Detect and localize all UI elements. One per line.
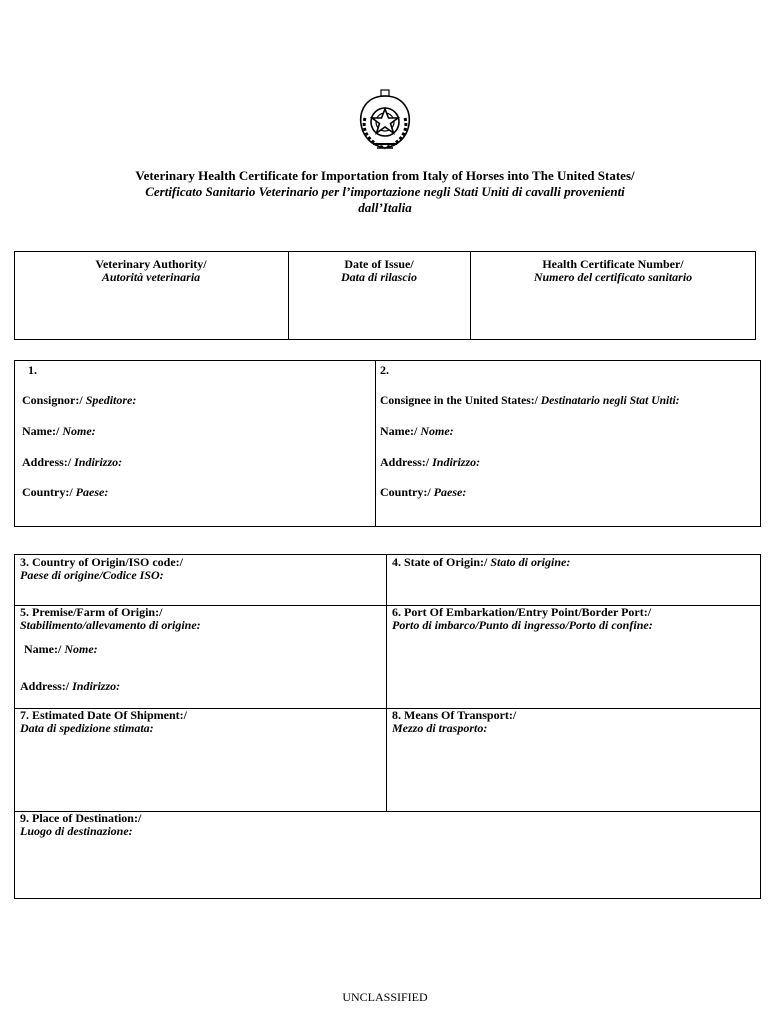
title-italian-line2: dall’Italia	[358, 200, 412, 215]
certificate-number-field[interactable]: Health Certificate Number/ Numero del certificato sanitario	[533, 257, 693, 284]
date-of-issue-field[interactable]: Date of Issue/ Data di rilascio	[340, 257, 417, 284]
parties-table	[14, 360, 761, 527]
consignor-number: 1.	[28, 363, 37, 377]
title-english: Veterinary Health Certificate for Importation from Italy of Horses into The United States/	[135, 168, 635, 183]
means-of-transport-field[interactable]: 8. Means Of Transport:/ Mezzo di trasporto:	[392, 708, 517, 735]
fields-divider-vertical	[386, 554, 387, 812]
state-of-origin-field[interactable]: 4. State of Origin:/ Stato di origine:	[392, 555, 571, 569]
title-italian-line1: Certificato Sanitario Veterinario per l’importazione negli Stati Uniti di cavalli provenienti	[145, 184, 625, 199]
consignee-label[interactable]: Consignee in the United States:/ Destinatario negli Stat Uniti:	[380, 394, 680, 407]
parties-divider	[375, 360, 376, 527]
premise-of-origin-field[interactable]: 5. Premise/Farm of Origin:/ Stabilimento/allevamento di origine:	[20, 605, 201, 632]
consignor-address-field[interactable]: Address:/ Indirizzo:	[22, 455, 123, 469]
country-of-origin-field[interactable]: 3. Country of Origin/ISO code:/ Paese di origine/Codice ISO:	[20, 555, 184, 582]
certificate-title	[40, 168, 730, 216]
consignor-name-field[interactable]: Name:/ Nome:	[22, 424, 96, 438]
italian-republic-emblem-icon	[355, 88, 415, 154]
estimated-shipment-date-field[interactable]: 7. Estimated Date Of Shipment:/ Data di spedizione stimata:	[20, 708, 187, 735]
classification-footer: UNCLASSIFIED	[342, 990, 428, 1004]
premise-name-field[interactable]: Name:/ Nome:	[24, 642, 98, 656]
port-of-embarkation-field[interactable]: 6. Port Of Embarkation/Entry Point/Border Port:/ Porto di imbarco/Punto di ingresso/Porto di confine:	[392, 605, 653, 632]
consignee-address-field[interactable]: Address:/ Indirizzo:	[380, 455, 481, 469]
consignee-number: 2.	[380, 363, 389, 377]
consignee-country-field[interactable]: Country:/ Paese:	[380, 485, 467, 499]
place-of-destination-field[interactable]: 9. Place of Destination:/ Luogo di destinazione:	[20, 811, 142, 838]
veterinary-authority-field[interactable]: Veterinary Authority/ Autorità veterinaria	[95, 257, 207, 284]
premise-address-field[interactable]: Address:/ Indirizzo:	[20, 679, 121, 693]
consignor-label[interactable]: Consignor:/ Speditore:	[22, 393, 137, 407]
consignee-name-field[interactable]: Name:/ Nome:	[380, 424, 454, 438]
consignor-country-field[interactable]: Country:/ Paese:	[22, 485, 109, 499]
